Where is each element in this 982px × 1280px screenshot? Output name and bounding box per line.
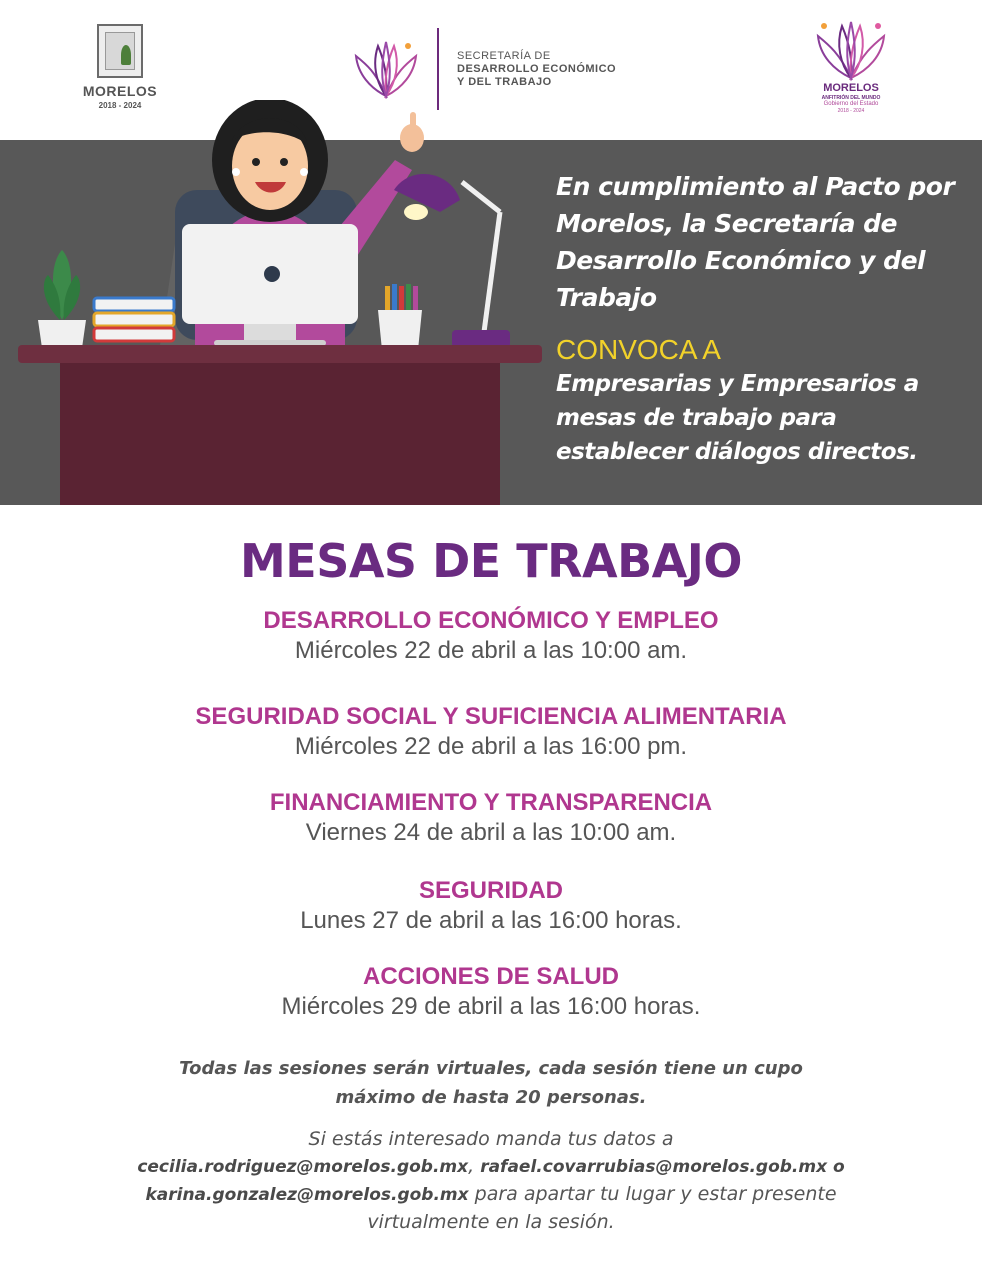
- session-title: SEGURIDAD SOCIAL Y SUFICIENCIA ALIMENTARIA: [195, 703, 787, 730]
- right-logo-years: 2018 - 2024: [837, 108, 865, 114]
- contact-intro: Si estás interesado manda tus datos a: [308, 1128, 674, 1150]
- woman-at-desk-illustration: [0, 100, 560, 505]
- left-logo-years: 2018 - 2024: [98, 101, 142, 110]
- session-date: Viernes 24 de abril a las 10:00 am.: [305, 819, 677, 846]
- session-item: [0, 606, 982, 666]
- session-item: [0, 962, 982, 1022]
- books-icon: [94, 298, 174, 341]
- header-divider: [437, 28, 439, 110]
- session-date: Miércoles 22 de abril a las 16:00 pm.: [294, 733, 688, 760]
- secretaria-line1: SECRETARÍA DE: [457, 50, 551, 62]
- lotus-logo-icon: [350, 38, 422, 100]
- session-date: Miércoles 29 de abril a las 16:00 horas.: [281, 993, 701, 1020]
- contact-outro1: para apartar tu lugar y estar presente: [468, 1183, 837, 1205]
- note-line2: máximo de hasta 20 personas.: [335, 1087, 647, 1108]
- right-logo-name: MORELOS: [823, 82, 879, 94]
- contact-outro2: virtualmente en la sesión.: [367, 1211, 615, 1233]
- plant-icon: [38, 250, 86, 348]
- session-item: [0, 876, 982, 936]
- contact-info: [0, 1126, 982, 1236]
- right-logo-tagline: ANFITRIÓN DEL MUNDO: [821, 95, 881, 101]
- right-logo-gobierno: Gobierno del Estado: [823, 101, 879, 107]
- session-title: FINANCIAMIENTO Y TRANSPARENCIA: [269, 789, 713, 816]
- secretaria-line2: DESARROLLO ECONÓMICO: [457, 63, 617, 75]
- email-link-karina[interactable]: karina.gonzalez@morelos.gob.mx: [145, 1185, 469, 1205]
- page-title: MESAS DE TRABAJO: [240, 534, 742, 588]
- session-date: Lunes 27 de abril a las 16:00 horas.: [300, 907, 682, 934]
- contact-sep1: ,: [468, 1155, 481, 1177]
- email-link-rafael[interactable]: rafael.covarrubias@morelos.gob.mx: [480, 1157, 828, 1177]
- left-logo-name: MORELOS: [82, 83, 158, 99]
- session-title: DESARROLLO ECONÓMICO Y EMPLEO: [263, 607, 719, 634]
- email-link-cecilia[interactable]: cecilia.rodriguez@morelos.gob.mx: [137, 1157, 469, 1177]
- session-title: SEGURIDAD: [418, 877, 563, 904]
- convoca-heading: CONVOCA A: [556, 334, 721, 365]
- pacto-text: En cumplimiento al Pacto por Morelos, la Secretaría de Desarrollo Económico y del Trabajo: [556, 172, 955, 312]
- session-item: [0, 788, 982, 848]
- state-shield-icon: [97, 24, 143, 78]
- session-date: Miércoles 22 de abril a las 10:00 am.: [294, 637, 688, 664]
- pencil-cup-icon: [378, 284, 422, 350]
- secretaria-line3: Y DEL TRABAJO: [457, 76, 552, 88]
- session-item: [0, 702, 982, 762]
- empresarios-text: Empresarias y Empresarios a mesas de trabajo para establecer diálogos directos.: [556, 371, 919, 465]
- session-title: ACCIONES DE SALUD: [362, 963, 620, 990]
- note-line1: Todas las sesiones serán virtuales, cada sesión tiene un cupo: [179, 1058, 803, 1079]
- virtual-note: [0, 1054, 982, 1112]
- contact-sep2: o: [827, 1157, 845, 1177]
- lotus-logo-right-icon: [812, 18, 890, 82]
